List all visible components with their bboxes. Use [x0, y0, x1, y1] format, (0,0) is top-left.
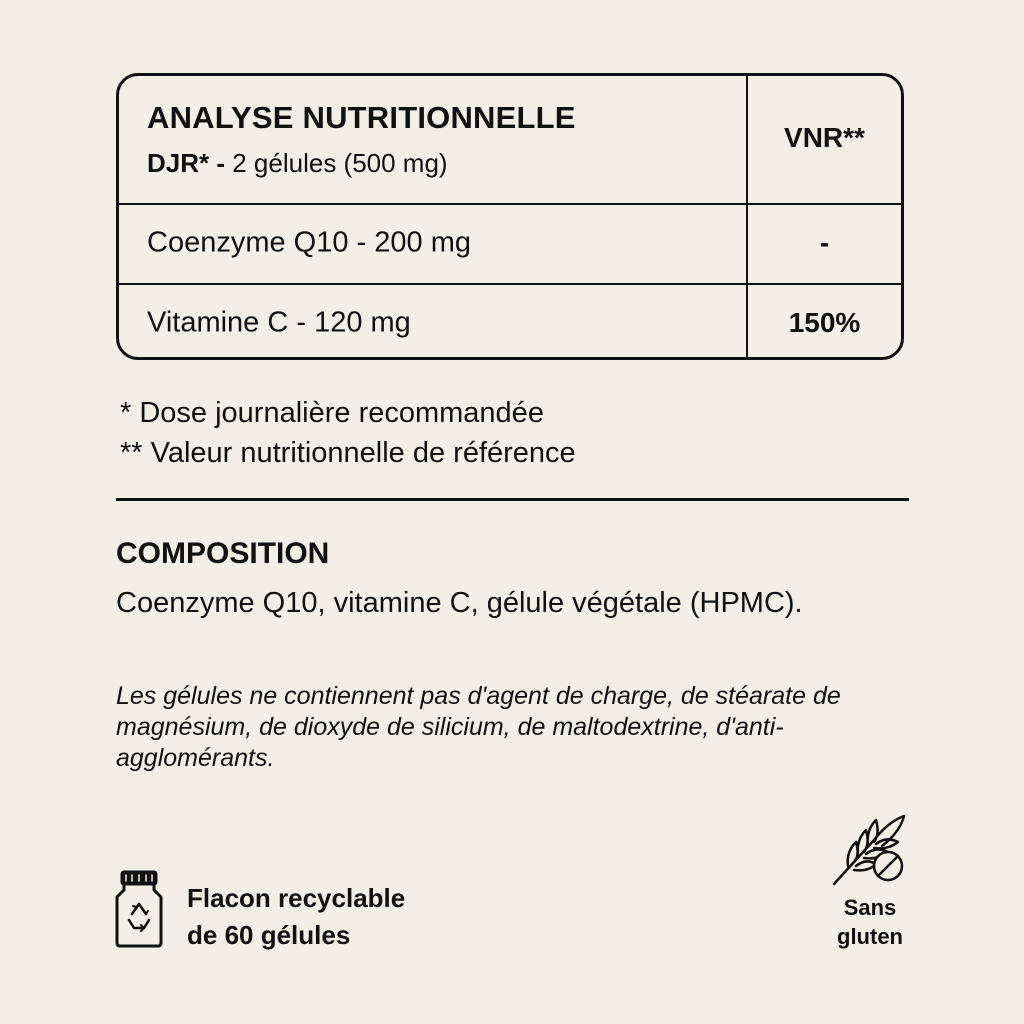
composition-title: COMPOSITION [116, 537, 330, 570]
table-row-left [119, 285, 748, 360]
footnote-vnr: ** Valeur nutritionnelle de référence [120, 437, 576, 469]
vnr-cell: 150% [788, 306, 861, 338]
vnr-cell: - [819, 227, 830, 258]
vnr-header: VNR** [784, 122, 865, 153]
table-header-left [119, 76, 748, 203]
ingredient-cell: Coenzyme Q10 - 200 mg [147, 226, 471, 259]
composition-text: Coenzyme Q10, vitamine C, gélule végétale (HPMC). [116, 587, 803, 619]
flacon-line-1: Flacon recyclable [187, 883, 406, 913]
table-subtitle-bold: DJR* - [147, 148, 226, 178]
flacon-label [187, 880, 405, 954]
recyclable-bottle-icon [112, 870, 166, 948]
gluten-line-1: Sans [843, 895, 897, 920]
divider [116, 498, 909, 501]
gluten-label [820, 893, 920, 951]
table-subtitle [147, 148, 448, 179]
table-header-row [119, 76, 901, 205]
table-row [119, 203, 901, 285]
composition-note: Les gélules ne contiennent pas d'agent de charge, de stéarate de magnésium, de dioxyde de silicium, de maltodextrine, d'anti-agglomérants. [116, 682, 841, 772]
footnotes [120, 393, 576, 473]
gluten-free-wheat-icon [830, 812, 910, 888]
table-title: ANALYSE NUTRITIONNELLE [147, 100, 576, 135]
table-row-left [119, 203, 748, 283]
flacon-line-2: de 60 gélules [187, 920, 351, 950]
nutrition-table [116, 73, 904, 360]
table-row [119, 285, 901, 360]
ingredient-cell: Vitamine C - 120 mg [147, 306, 411, 338]
table-subtitle-rest: 2 gélules (500 mg) [225, 148, 448, 178]
footnote-djr: * Dose journalière recommandée [120, 397, 544, 429]
gluten-line-2: gluten [837, 924, 903, 949]
